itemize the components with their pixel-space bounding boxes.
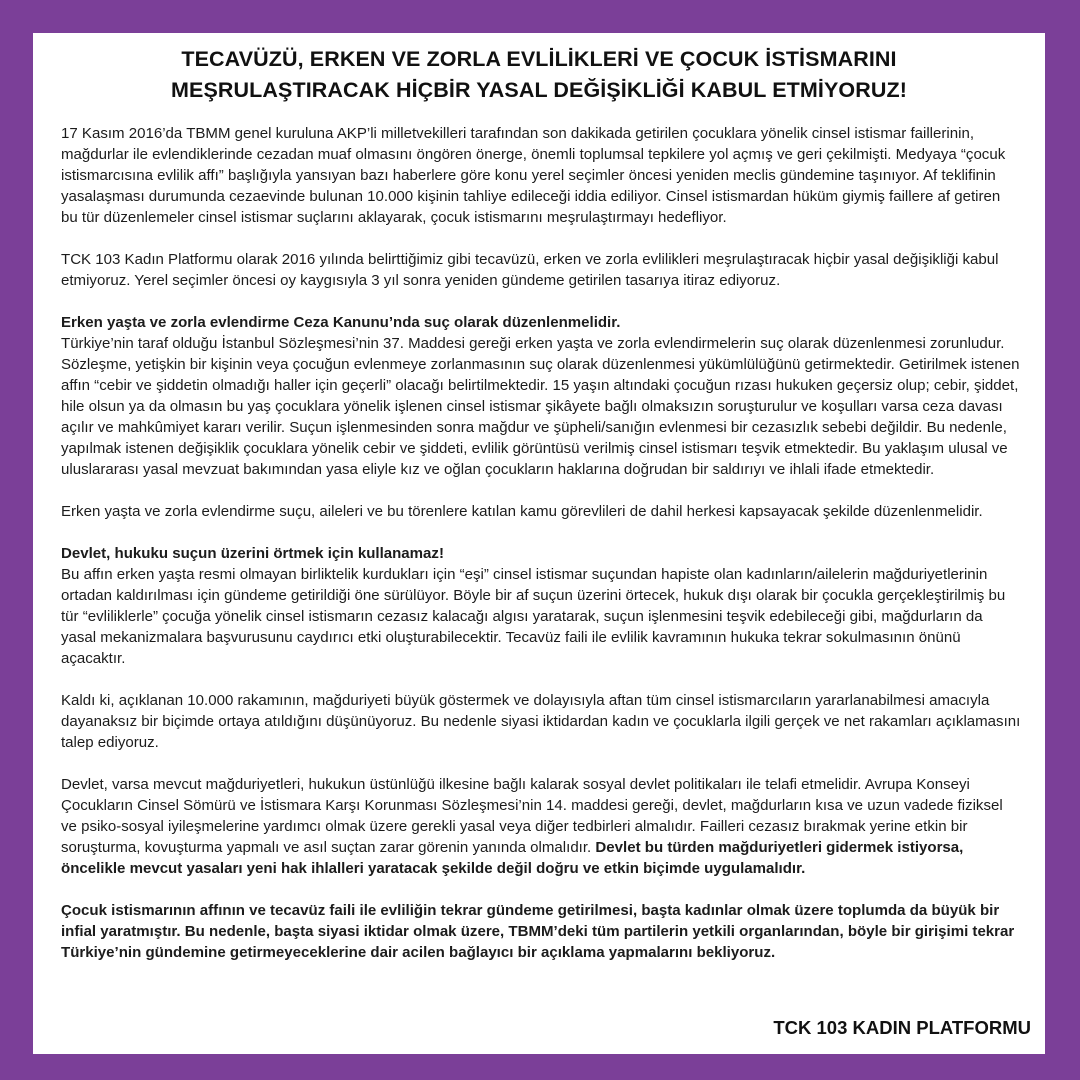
paragraph-state-duty-emphasis: Devlet bu türden mağduriyetleri gidermek istiyorsa, öncelikle mevcut yasaları yeni hak ihlalleri yaratacak şekilde değil doğru ve etkin biçimde uygulamalıdır.: [61, 839, 964, 877]
statement-title: [33, 44, 1045, 106]
paragraph-crime-scope: Erken yaşta ve zorla evlendirme suçu, aileleri ve bu törenlere katılan kamu görevlileri de dahil herkesi kapsayacak şekilde düzenlenmelidir.: [61, 503, 983, 520]
signature: TCK 103 KADIN PLATFORMU: [773, 1017, 1031, 1038]
title-line-1: TECAVÜZÜ, ERKEN VE ZORLA EVLİLİKLERİ VE ÇOCUK İSTİSMARINI: [181, 47, 897, 71]
paragraph-platform-position: TCK 103 Kadın Platformu olarak 2016 yılında belirttiğimiz gibi tecavüzü, erken ve zorla evlilikleri meşrulaştıracak hiçbir yasal değişikliği kabul etmiyoruz. Yerel seçimler öncesi oy kaygısıyla 3 yıl sonra yeniden gündeme getirilen tasarıya itiraz ediyoruz.: [61, 251, 999, 289]
paragraph-intro: 17 Kasım 2016’da TBMM genel kuruluna AKP’li milletvekilleri tarafından son dakikada getirilen çocuklara yönelik cinsel istismar faillerinin, mağdurlar ile evlendiklerinde cezadan muaf olmasını öngören önerge, önemli toplumsal tepkilere yol açmış ve geri çekilmişti. Medyaya “çocuk istismarcısına evlilik affı” başlığıyla yansıyan bazı haberlere göre konu yerel seçimler öncesi yeniden meclis gündemine taşınıyor. Af teklifinin yasalaşması durumunda cezaevinde bulunan 10.000 kişinin tahliye edileceği iddia ediliyor. Cinsel istismardan hüküm giymiş faillere af getiren bu tür düzenlemeler cinsel istismar suçlarını aklayarak, çocuk istismarını meşrulaştırmayı hedefliyor.: [61, 125, 1006, 226]
statement-body: [61, 123, 1021, 963]
paragraph-early-marriage: [61, 312, 1021, 480]
title-line-2: MEŞRULAŞTIRACAK HİÇBİR YASAL DEĞİŞİKLİĞİ KABUL ETMİYORUZ!: [171, 78, 907, 102]
paragraph-state-duty: [61, 774, 1021, 879]
paragraph-state-law: [61, 543, 1021, 669]
paragraph-early-marriage-text: Türkiye’nin taraf olduğu İstanbul Sözleşmesi’nin 37. Maddesi gereği erken yaşta ve zorla evlendirmelerin suç olarak düzenlenmesi zorunludur. Sözleşme, yetişkin bir kişinin veya çocuğun evlenmeye zorlanmasının suç olarak düzenlenmesi yükümlülüğünü getirmektedir. Getirilmek istenen affın “cebir ve şiddetin olmadığı haller için geçerli” olacağı belirtilmektedir. 15 yaşın altındaki çocuğun rızası hukuken geçersiz olup; cebir, şiddet, hile olsun ya da olmasın bu yaş çocuklara yönelik işlenen cinsel istismar şikâyete bağlı olmaksızın soruşturulur ve koşulları varsa ceza davası açılır ve mahkûmiyet kararı verilir. Suçun işlenmesinden sonra mağdur ve şüpheli/sanığın evlenmesi bir cezasızlık sebebi değildir. Bu nedenle, yapılmak istenen değişiklik çocuklara yönelik cebir ve şiddeti, evlilik görüntüsü verilmiş cinsel istismarı teşvik etmektedir. Bu yaklaşım ulusal ve uluslararası yasal mevzuat bakımından yasa eliyle kız ve oğlan çocukların haklarına doğrudan bir saldırıyı ve ihlali ifade etmektedir.: [61, 335, 1020, 478]
paragraph-state-law-text: Bu affın erken yaşta resmi olmayan birliktelik kurdukları için “eşi” cinsel istismar suçundan hapiste olan kadınların/ailelerin mağduriyetlerinin ortadan kaldırılması için gündeme getirildiği öne sürülüyor. Böyle bir af suçun üzerini örtecek, hukuk dışı olarak bir çocukla gerçekleştirilmiş bu tür “evliliklerle” çocuğa yönelik cinsel istismarın cezasız kalacağı algısı yaratarak, suçun işlenmesini teşvik edebileceği gibi, mağdurların da yasal mekanizmalara başvurusunu caydırıcı etki oluşturabilecektir. Tecavüz faili ile evlilik kavramının hukuka tekrar sokulmasının önünü açacaktır.: [61, 566, 1006, 667]
section-heading-state-law: Devlet, hukuku suçun üzerini örtmek için kullanamaz!: [61, 545, 444, 562]
paragraph-state-duty-text: Devlet, varsa mevcut mağduriyetleri, hukukun üstünlüğü ilkesine bağlı kalarak sosyal devlet politikaları ile telafi etmelidir. Avrupa Konseyi Çocukların Cinsel Sömürü ve İstismara Karşı Korunması Sözleşmesi’nin 14. maddesi gereği, devlet, mağdurların kısa ve uzun vadede fiziksel ve psiko-sosyal iyileşmelerine yardımcı olmak üzere gerekli yasal veya diğer tedbirleri almalıdır. Failleri cezasız bırakmak yerine etkin bir soruşturma, kovuşturma yapmalı ve asıl suçtan zarar görenin yanında olmalıdır.: [61, 776, 1003, 856]
statement-panel: [33, 33, 1045, 1054]
section-heading-early-marriage: Erken yaşta ve zorla evlendirme Ceza Kanunu’nda suç olarak düzenlenmelidir.: [61, 314, 621, 331]
paragraph-figures: Kaldı ki, açıklanan 10.000 rakamının, mağduriyeti büyük göstermek ve dolayısıyla aftan tüm cinsel istismarcıların yararlanabilmesi amacıyla dayanaksız bir biçimde ortaya atıldığını düşünüyoruz. Bu nedenle siyasi iktidardan kadın ve çocuklarla ilgili gerçek ve net rakamları açıklamasını talep ediyoruz.: [61, 692, 1021, 751]
paragraph-closing-demand: Çocuk istismarının affının ve tecavüz faili ile evliliğin tekrar gündeme getirilmesi, başta kadınlar olmak üzere toplumda da büyük bir infial yaratmıştır. Bu nedenle, başta siyasi iktidar olmak üzere, TBMM’deki tüm partilerin yetkili organlarından, böyle bir girişimi tekrar Türkiye’nin gündemine getirmeyeceklerine dair acilen bağlayıcı bir açıklama yapmalarını bekliyoruz.: [61, 902, 1015, 961]
